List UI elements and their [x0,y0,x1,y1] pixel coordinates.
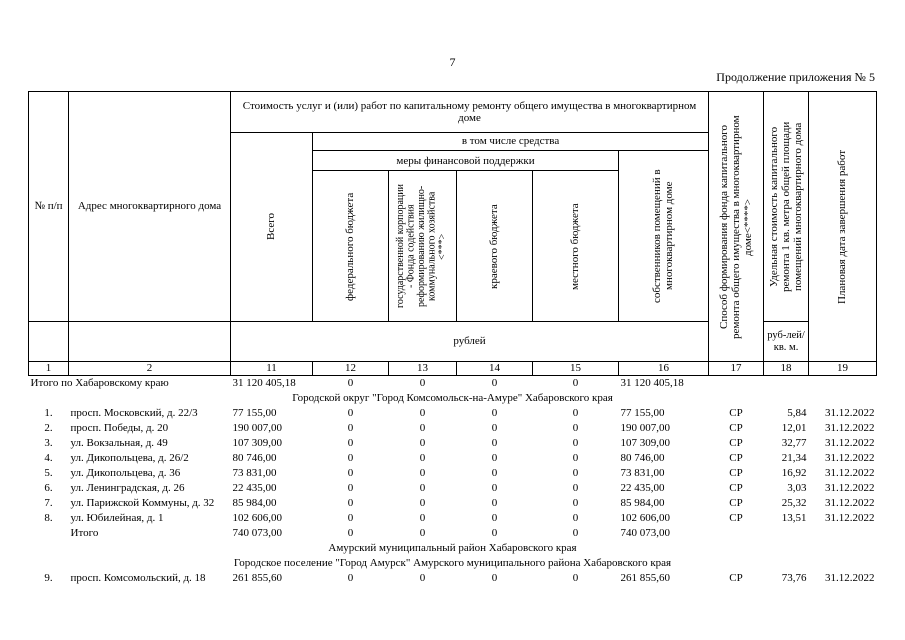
column-number: 1 [29,362,69,376]
row-number: 6. [44,482,53,495]
header-planned-date [809,92,877,362]
continuation-label: Продолжение приложения № 5 [716,70,875,84]
total-cell: 73 831,00 [232,467,277,480]
date-cell: 31.12.2022 [825,452,875,465]
regional-cell: 0 [491,377,498,390]
row-address: просп. Комсомольский, д. 18 [70,572,206,585]
header-federal [313,171,389,322]
local-cell: 0 [572,407,579,420]
header-federal-text: федерального бюджета [344,192,357,301]
header-local-text: местного бюджета [569,202,582,290]
owners-cell: 107 309,00 [620,437,670,450]
regional-cell: 0 [491,527,498,540]
header-including-funds: в том числе средства [313,133,709,151]
column-number: 14 [457,362,533,376]
header-address: Адрес многоквартирного дома [69,92,231,322]
corporation-cell: 0 [419,572,426,585]
corporation-cell: 0 [419,497,426,510]
row-number: 4. [44,452,53,465]
federal-cell: 0 [347,377,354,390]
krai-total-row [29,376,877,392]
column-number: 13 [389,362,457,376]
header-corporation [389,171,457,322]
owners-cell: 73 831,00 [620,467,665,480]
capital-repair-table [28,91,877,586]
local-cell: 0 [572,572,579,585]
row-number: 8. [44,512,53,525]
column-number: 2 [69,362,231,376]
federal-cell: 0 [347,407,354,420]
unit-cost-cell: 5,84 [787,407,807,420]
unit-cost-cell: 3,03 [787,482,807,495]
unit-cost-cell: 13,51 [781,512,807,525]
settlement-title: Городское поселение "Город Амурск" Амурского муниципального района Хабаровского края [233,557,672,570]
table-row [29,511,877,526]
date-cell: 31.12.2022 [825,482,875,495]
federal-cell: 0 [347,422,354,435]
corporation-cell: 0 [419,437,426,450]
row-address: ул. Вокзальная, д. 49 [70,437,168,450]
settlement-title-row [29,556,877,571]
federal-cell: 0 [347,452,354,465]
header-unit-cost [764,92,809,322]
row-address: ул. Дикопольцева, д. 26/2 [70,452,189,465]
federal-cell: 0 [347,467,354,480]
local-cell: 0 [572,437,579,450]
regional-cell: 0 [491,452,498,465]
method-cell: СР [729,512,743,525]
method-cell: СР [729,482,743,495]
owners-cell: 85 984,00 [620,497,665,510]
header-fund-method [709,92,764,362]
total-cell: 190 007,00 [232,422,282,435]
header-support-measures: меры финансовой поддержки [313,151,619,171]
row-number: 9. [44,572,53,585]
regional-cell: 0 [491,572,498,585]
column-number: 12 [313,362,389,376]
row-number: 7. [44,497,53,510]
regional-cell: 0 [491,467,498,480]
total-cell: 22 435,00 [232,482,277,495]
total-cell: 31 120 405,18 [232,377,296,390]
owners-cell: 190 007,00 [620,422,670,435]
table-row [29,436,877,451]
header-number: № п/п [29,92,69,322]
header-rubles: рублей [231,322,709,362]
unit-cost-cell: 25,32 [781,497,807,510]
row-number: 5. [44,467,53,480]
total-cell: 107 309,00 [232,437,282,450]
blank-cell [709,526,877,541]
unit-cost-cell: 12,01 [781,422,807,435]
date-cell: 31.12.2022 [825,437,875,450]
local-cell: 0 [572,527,579,540]
regional-cell: 0 [491,482,498,495]
method-cell: СР [729,407,743,420]
corporation-cell: 0 [419,467,426,480]
blank-cell [29,526,69,541]
federal-cell: 0 [347,527,354,540]
regional-cell: 0 [491,422,498,435]
column-number: 15 [533,362,619,376]
method-cell: СР [729,467,743,480]
federal-cell: 0 [347,482,354,495]
corporation-cell: 0 [419,377,426,390]
total-cell: 80 746,00 [232,452,277,465]
owners-cell: 80 746,00 [620,452,665,465]
unit-cost-cell: 16,92 [781,467,807,480]
row-address: ул. Ленинградская, д. 26 [70,482,185,495]
date-cell: 31.12.2022 [825,467,875,480]
local-cell: 0 [572,377,579,390]
column-number: 11 [231,362,313,376]
local-cell: 0 [572,422,579,435]
total-cell: 102 606,00 [232,512,282,525]
district-title-row [29,541,877,556]
section-title-row [29,391,877,406]
owners-cell: 261 855,60 [620,572,670,585]
corporation-cell: 0 [419,452,426,465]
table-row [29,451,877,466]
method-cell: СР [729,452,743,465]
corporation-cell: 0 [419,407,426,420]
table-row [29,421,877,436]
owners-cell: 31 120 405,18 [620,377,684,390]
header-unit-cost-text: Удельная стоимость капитального ремонта 1 кв. метра общей площади помещений многоквартирного дома [767,121,805,292]
owners-cell: 102 606,00 [620,512,670,525]
method-cell: СР [729,497,743,510]
section-total-label: Итого [70,527,99,540]
owners-cell: 22 435,00 [620,482,665,495]
header-rub-per-sqm: руб-лей/ кв. м. [764,322,809,362]
column-number: 19 [809,362,877,376]
unit-cost-cell: 32,77 [781,437,807,450]
header-regional [457,171,533,322]
unit-cost-cell: 73,76 [781,572,807,585]
method-cell: СР [729,437,743,450]
header-cost-title: Стоимость услуг и (или) работ по капитальному ремонту общего имущества в многоквартирном доме [231,92,709,133]
row-number: 3. [44,437,53,450]
date-cell: 31.12.2022 [825,572,875,585]
total-cell: 77 155,00 [232,407,277,420]
section-title: Городской округ "Город Комсомольск-на-Амуре" Хабаровского края [292,392,613,405]
row-number: 1. [44,407,53,420]
column-numbers-row [29,362,877,376]
table-row [29,496,877,511]
header-corporation-text: государственной корпорации - Фонда содействия реформированию жилищно-коммунального хозяйства <***> [395,184,449,309]
corporation-cell: 0 [419,527,426,540]
federal-cell: 0 [347,512,354,525]
table-row [29,406,877,421]
date-cell: 31.12.2022 [825,497,875,510]
header-total-text: Всего [265,213,278,241]
regional-cell: 0 [491,512,498,525]
header-blank-address [69,322,231,362]
row-address: ул. Парижской Коммуны, д. 32 [70,497,215,510]
regional-cell: 0 [491,437,498,450]
local-cell: 0 [572,497,579,510]
header-owners-text: собственников помещений в многоквартирном доме [651,169,676,303]
table-row [29,481,877,496]
header-total [231,133,313,322]
header-regional-text: краевого бюджета [488,203,501,289]
table-row [29,466,877,481]
header-local [533,171,619,322]
header-blank-number [29,322,69,362]
local-cell: 0 [572,467,579,480]
date-cell: 31.12.2022 [825,512,875,525]
krai-total-label: Итого по Хабаровскому краю [30,377,169,390]
total-cell: 85 984,00 [232,497,277,510]
method-cell: СР [729,422,743,435]
column-number: 18 [764,362,809,376]
regional-cell: 0 [491,407,498,420]
owners-cell: 740 073,00 [620,527,670,540]
row-number: 2. [44,422,53,435]
total-cell: 740 073,00 [232,527,282,540]
column-number: 16 [619,362,709,376]
column-number: 17 [709,362,764,376]
header-owners [619,151,709,322]
row-address: просп. Победы, д. 20 [70,422,169,435]
unit-cost-cell: 21,34 [781,452,807,465]
method-cell: СР [729,572,743,585]
date-cell: 31.12.2022 [825,407,875,420]
row-address: ул. Дикопольцева, д. 36 [70,467,181,480]
local-cell: 0 [572,452,579,465]
federal-cell: 0 [347,437,354,450]
section-total-row [29,526,877,541]
owners-cell: 77 155,00 [620,407,665,420]
corporation-cell: 0 [419,422,426,435]
row-address: просп. Московский, д. 22/3 [70,407,198,420]
corporation-cell: 0 [419,482,426,495]
page-number: 7 [449,55,456,69]
regional-cell: 0 [491,497,498,510]
local-cell: 0 [572,512,579,525]
total-cell: 261 855,60 [232,572,282,585]
row-address: ул. Юбилейная, д. 1 [70,512,164,525]
federal-cell: 0 [347,497,354,510]
header-fund-method-text: Способ формирования фонда капитального ремонта общего имущества в многоквартирном доме<****> [717,114,755,339]
table-row [29,571,877,586]
federal-cell: 0 [347,572,354,585]
district-title: Амурский муниципальный район Хабаровского края [328,542,577,555]
blank-cell [709,376,877,392]
date-cell: 31.12.2022 [825,422,875,435]
corporation-cell: 0 [419,512,426,525]
local-cell: 0 [572,482,579,495]
header-planned-date-text: Плановая дата завершения работ [836,149,849,304]
